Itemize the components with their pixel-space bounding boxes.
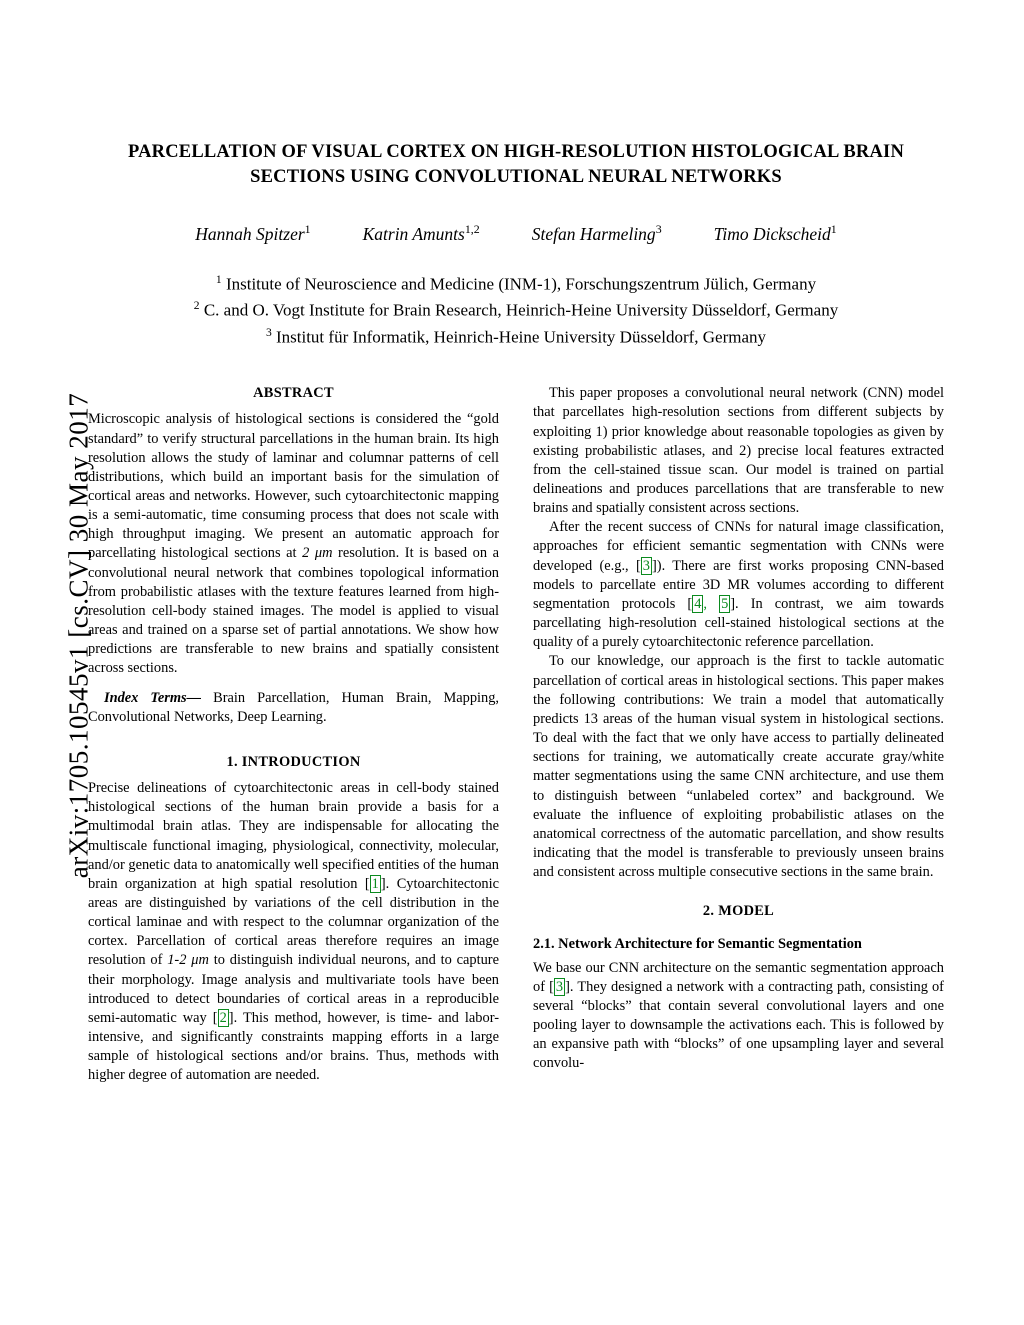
arxiv-stamp: arXiv:1705.10545v1 [cs.CV] 30 May 2017 (63, 392, 94, 879)
author-affiliation-marker: 1,2 (464, 221, 480, 236)
abstract-heading: ABSTRACT (253, 385, 334, 402)
citation-link-2[interactable]: 2 (219, 1009, 227, 1026)
left-column (88, 384, 499, 1085)
affiliation: $^1$ Institute of Neuroscience and Medicine (INM-1), Forschungszentrum Jülich, Germany (215, 272, 817, 294)
abstract-paragraph: Microscopic analysis of histological sections is considered the “gold standard” to verify structural parcellations in the human brain. Its high resolution allows the study of laminar and columnar patterns of cell distributions, which build an important basis for the simulation of cortical areas and networks. However, such cytoarchitectonic mapping is a semi-automatic, time consuming process that does not scale with high throughput imaging. We present an automatic approach for parcellating histological sections at 2 μm resolution. It is based on a convolutional neural network that combines topological information from probabilistic atlases with the texture features learned from high-resolution cell-body stained images. The model is applied to visual areas and trained on a sparse set of partial annotations. We show how predictions are transferable to new brains and spatially consistent across sections. (88, 411, 499, 677)
citation-link-3b[interactable]: 3 (555, 978, 564, 995)
introduction-paragraph: Precise delineations of cytoarchitectonic areas in cell-body stained histological sections of the human brain provide a basis for a multimodal brain atlas. They are indispensable for allocating the multiscale functional imaging, physiological, connectivity, molecular, and/or genetic data to anatomically well specified entities of the human brain organization at high spatial resolution [ 1 ]. Cytoarchitectonic areas are distinguished by variations of the cell distribution in the cortical laminae and with respect to the columnar organization of the cortex. Parcellation of cortical areas therefore requires an image resolution of 1-2 μm to distinguish individual neurons, and to capture their morphology. Image analysis and multivariate tools have been introduced to detect boundaries of cortical areas in a reproducible semi-automatic way [ 2 ]. This method, however, is time- and labor-intensive, and significantly constraints mapping efforts in a large sample of histological sections and/or brains. Thus, methods with higher degree of automation are needed. (88, 780, 499, 1084)
right-paragraph-4: We base our CNN architecture on the semantic segmentation approach of [ 3 ]. They designed a network with a contracting path, consisting of several “blocks” that contain several convolutional layers and one pooling layer to downsample the activations each. This is followed by an expansive path with “blocks” of one upsampling layer and several convolu- (533, 959, 944, 1072)
author-affiliation-marker: 3 (655, 221, 662, 236)
introduction-heading: 1. INTRODUCTION (226, 753, 361, 770)
author: Katrin Amunts$^{1,2}$ (362, 221, 480, 244)
right-paragraph-2: After the recent success of CNNs for natural image classification, approaches for efficient semantic segmentation with CNNs were developed (e.g., [ 3 ]). There are first works proposing CNN-based models to parcellate entire 3D MR volumes according to different segmentation protocols [ 4 , 5 ]. In contrast, we aim towards parcellating high-resolution cell-stained histological sections at the quality of a purely cytoarchitectonic reference parcellation. (533, 519, 944, 651)
two-column-body (88, 384, 944, 1085)
author-affiliation-marker: 1 (830, 221, 837, 236)
citation-link-5[interactable]: 5 (721, 595, 729, 612)
affiliation: $^3$ Institut für Informatik, Heinrich-Heine University Düsseldorf, Germany (265, 325, 767, 347)
model-heading: 2. MODEL (702, 903, 775, 920)
affiliation-list (88, 271, 944, 350)
affiliation: $^2$ C. and O. Vogt Institute for Brain Research, Heinrich-Heine University Düsseldorf, Germany (193, 299, 839, 320)
author: Timo Dickscheid$^1$ (713, 221, 837, 244)
author: Stefan Harmeling$^3$ (531, 221, 662, 244)
author: Hannah Spitzer$^1$ (195, 221, 311, 244)
right-paragraph-1: This paper proposes a convolutional neural network (CNN) model that parcellates high-resolution sections from different subjects by exploiting 1) prior knowledge about reasonable topologies as given by existing probabilistic atlases, and 2) precise local features extracted from the cell-stained tissue scan. Our model is trained on partial delineations and produces parcellations that are transferable to new brains and spatially consistent across sections. (533, 385, 944, 517)
right-column (533, 384, 944, 1085)
paper-page (88, 140, 944, 1086)
subsection-heading: 2.1. Network Architecture for Semantic Segmentation (533, 936, 862, 953)
citation-link-4[interactable]: 4 (694, 595, 702, 612)
right-paragraph-3: To our knowledge, our approach is the first to tackle automatic parcellation of cortical areas in histological sections. This paper makes the following contributions: We train a model that automatically predicts 13 areas of the human visual system in histological sections. To deal with the fact that we only have access to partially delineated sections for training, we automatically create accurate gray/white matter segmentations using the same CNN architecture, and use them to distinguish between “unlabeled cortex” and background. We evaluate the influence of exploiting probabilistic atlases on the anatomical correctness of the automatic parcellation, and show results indicating that the model is transferable to previously unseen brains and consistent across multiple consecutive sections in the same brain. (533, 653, 944, 881)
page-title: PARCELLATION OF VISUAL CORTEX ON HIGH-RESOLUTION HISTOLOGICAL BRAIN SECTIONS USING CONVOLUTIONAL NEURAL NETWORKS (127, 142, 905, 187)
citation-link-3[interactable]: 3 (642, 557, 650, 574)
index-terms-paragraph: Index Terms— Brain Parcellation, Human Brain, Mapping, Convolutional Networks, Deep Learning. (88, 689, 500, 725)
author-affiliation-marker: 1 (304, 221, 311, 236)
resolution-value: 1-2 μm (167, 952, 209, 969)
abstract-resolution-value: 2 μm (302, 545, 333, 562)
author-list (88, 222, 944, 245)
index-terms-label: Index Terms— (104, 689, 202, 706)
citation-link-1[interactable]: 1 (371, 875, 379, 892)
